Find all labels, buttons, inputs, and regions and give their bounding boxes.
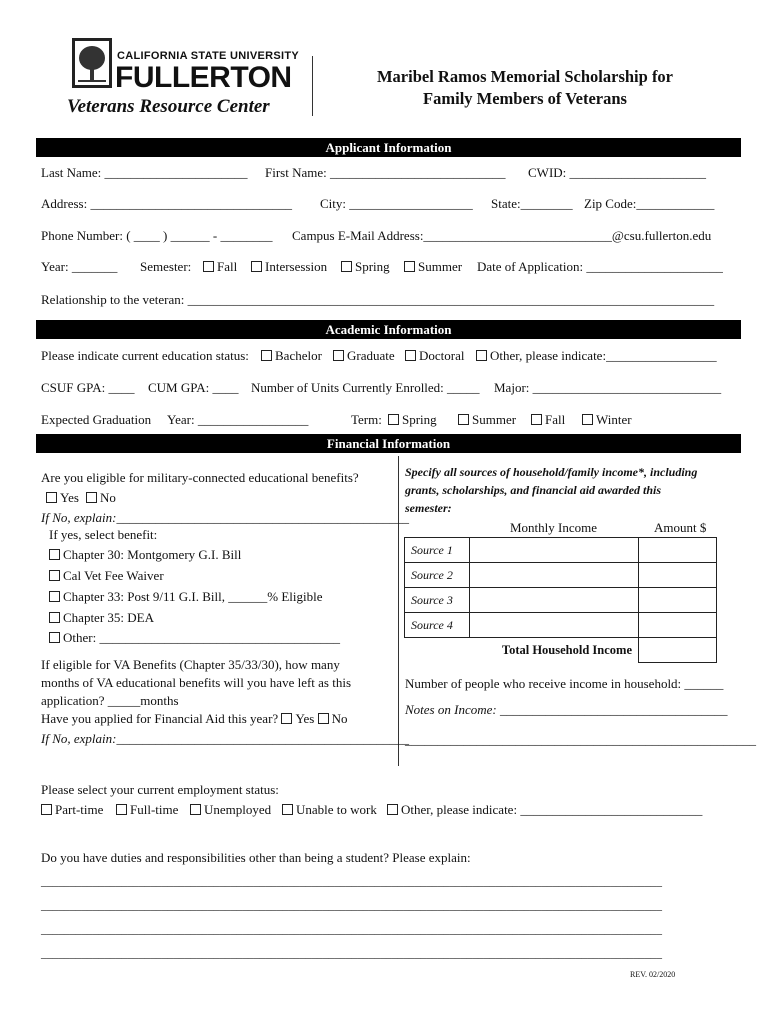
option-label: Summer — [418, 259, 463, 274]
checkbox-icon — [46, 492, 57, 503]
checkbox-icon — [49, 632, 60, 643]
checkbox-icon — [404, 261, 415, 272]
military-benefits-question: Are you eligible for military-connected educational benefits? — [41, 470, 359, 485]
option-label: Chapter 35: DEA — [63, 610, 154, 625]
expected-graduation-label: Expected Graduation — [41, 412, 152, 427]
military-yes-checkbox[interactable] — [46, 490, 79, 506]
checkbox-icon — [282, 804, 293, 815]
applicant-section-header: Applicant Information — [36, 138, 741, 157]
form-title-line1: Maribel Ramos Memorial Scholarship for — [376, 67, 674, 86]
income-instructions-line2: grants, scholarships, and financial aid awarded this — [405, 483, 662, 497]
duties-line[interactable]: ____________________________________________________________________________________________________________ — [41, 900, 662, 912]
status-doctoral-checkbox[interactable] — [405, 348, 464, 364]
va-months-field[interactable]: application? _____months — [41, 693, 179, 708]
option-label: No — [100, 490, 116, 505]
table-row — [405, 538, 717, 563]
notes-on-income-line2[interactable]: ______________________________________________________ — [405, 732, 756, 747]
duties-question: Do you have duties and responsibilities other than being a student? Please explain: — [41, 850, 471, 865]
checkbox-icon — [333, 350, 344, 361]
graduation-year-field[interactable]: Year: _________________ — [167, 412, 309, 427]
checkbox-icon — [49, 612, 60, 623]
relationship-field[interactable]: Relationship to the veteran: _________________________________________________________________________________ — [41, 292, 715, 307]
zip-field[interactable]: Zip Code:____________ — [584, 196, 715, 211]
table-row — [405, 588, 717, 613]
option-label: Other: _____________________________________ — [63, 630, 340, 645]
monthly-income-header: Monthly Income — [510, 520, 598, 535]
income-instructions-line1: Specify all sources of household/family income*, including — [405, 465, 698, 479]
military-no-explain-field[interactable]: If No, explain:_____________________________________________ — [41, 510, 409, 525]
option-label: Cal Vet Fee Waiver — [63, 568, 164, 583]
benefit-chapter35-checkbox[interactable] — [49, 610, 154, 626]
option-label: Intersession — [265, 259, 328, 274]
campus-name: FULLERTON — [115, 61, 292, 94]
if-yes-label: If yes, select benefit: — [49, 527, 158, 542]
option-label: Spring — [355, 259, 390, 274]
option-label: Other, please indicate: ____________________________ — [401, 802, 703, 817]
semester-fall-checkbox[interactable] — [203, 259, 237, 275]
employment-parttime-checkbox[interactable] — [41, 802, 103, 818]
option-label: Unable to work — [296, 802, 377, 817]
employment-unemployed-checkbox[interactable] — [190, 802, 271, 818]
checkbox-icon — [341, 261, 352, 272]
checkbox-icon — [251, 261, 262, 272]
checkbox-icon — [405, 350, 416, 361]
total-amount-cell[interactable] — [639, 638, 717, 663]
checkbox-icon — [203, 261, 214, 272]
checkbox-icon — [261, 350, 272, 361]
checkbox-icon — [582, 414, 593, 425]
option-label: Fall — [217, 259, 238, 274]
semester-intersession-checkbox[interactable] — [251, 259, 327, 275]
income-instructions — [405, 463, 697, 517]
status-bachelor-checkbox[interactable] — [261, 348, 322, 364]
cum-gpa-field[interactable]: CUM GPA: ____ — [148, 380, 239, 395]
financial-column-divider — [398, 456, 399, 766]
option-label: Chapter 30: Montgomery G.I. Bill — [63, 547, 242, 562]
option-label: Chapter 33: Post 9/11 G.I. Bill, ______% Eligible — [63, 589, 323, 604]
va-question-line2: months of VA educational benefits will you have left as this — [41, 675, 352, 690]
checkbox-icon — [387, 804, 398, 815]
employment-question: Please select your current employment status: — [41, 782, 279, 797]
va-question-line1: If eligible for VA Benefits (Chapter 35/33/30), how many — [41, 657, 340, 672]
year-field[interactable]: Year: _______ — [41, 259, 118, 274]
financial-aid-question-text: Have you applied for Financial Aid this year? — [41, 711, 279, 726]
option-label: Doctoral — [419, 348, 465, 363]
monthly-income-cell[interactable] — [470, 563, 639, 588]
amount-cell[interactable] — [639, 588, 717, 613]
table-row — [405, 563, 717, 588]
semester-summer-checkbox[interactable] — [404, 259, 462, 275]
source-label: Source 1 — [405, 538, 470, 563]
education-status-label: Please indicate current education status: — [41, 348, 249, 363]
income-table — [404, 537, 717, 663]
form-title-line2: Family Members of Veterans — [423, 89, 627, 108]
option-label: Bachelor — [275, 348, 322, 363]
checkbox-icon — [458, 414, 469, 425]
term-winter-checkbox[interactable] — [582, 412, 632, 428]
financial-aid-question — [41, 711, 348, 727]
checkbox-icon — [49, 591, 60, 602]
semester-spring-checkbox[interactable] — [341, 259, 390, 275]
source-label: Source 2 — [405, 563, 470, 588]
num-people-income-field[interactable]: Number of people who receive income in household: ______ — [405, 676, 724, 691]
employment-fulltime-checkbox[interactable] — [116, 802, 178, 818]
financial-aid-no-explain-field[interactable]: If No, explain:_____________________________________________ — [41, 731, 409, 746]
duties-line[interactable]: ____________________________________________________________________________________________________________ — [41, 924, 662, 936]
employment-unable-checkbox[interactable] — [282, 802, 377, 818]
monthly-income-cell[interactable] — [470, 538, 639, 563]
form-title — [330, 66, 720, 110]
benefit-other-checkbox[interactable] — [49, 630, 340, 646]
term-summer-checkbox[interactable] — [458, 412, 516, 428]
monthly-income-cell[interactable] — [470, 613, 639, 638]
option-label: Spring — [402, 412, 437, 427]
checkbox-icon — [116, 804, 127, 815]
option-label: Other, please indicate:_________________ — [490, 348, 717, 363]
option-label: Fall — [545, 412, 566, 427]
state-field[interactable]: State:________ — [491, 196, 573, 211]
duties-line[interactable]: ____________________________________________________________________________________________________________ — [41, 948, 662, 960]
email-field[interactable]: Campus E-Mail Address:_____________________________@csu.fullerton.edu — [292, 228, 712, 243]
option-label: Summer — [472, 412, 517, 427]
first-name-field[interactable]: First Name: ___________________________ — [265, 165, 506, 180]
revision-date: REV. 02/2020 — [630, 970, 676, 979]
option-label: No — [331, 711, 348, 726]
benefit-chapter30-checkbox[interactable] — [49, 547, 241, 563]
amount-cell[interactable] — [639, 538, 717, 563]
cwid-field[interactable]: CWID: _____________________ — [528, 165, 707, 180]
table-row — [405, 613, 717, 638]
phone-field[interactable]: Phone Number: ( ____ ) ______ - ________ — [41, 228, 273, 243]
option-label: Graduate — [347, 348, 395, 363]
date-of-application-field[interactable]: Date of Application: _____________________ — [477, 259, 723, 274]
table-row — [405, 638, 717, 663]
semester-label: Semester: — [140, 259, 192, 274]
major-field[interactable]: Major: _____________________________ — [494, 380, 722, 395]
amount-cell[interactable] — [639, 563, 717, 588]
last-name-field[interactable]: Last Name: ______________________ — [41, 165, 248, 180]
source-label: Source 4 — [405, 613, 470, 638]
income-instructions-line3: semester: — [405, 501, 452, 515]
checkbox-icon — [86, 492, 97, 503]
status-graduate-checkbox[interactable] — [333, 348, 395, 364]
checkbox-icon — [49, 549, 60, 560]
monthly-income-cell[interactable] — [470, 588, 639, 613]
fa-no-checkbox[interactable] — [318, 713, 329, 724]
checkbox-icon — [388, 414, 399, 425]
csuf-gpa-field[interactable]: CSUF GPA: ____ — [41, 380, 135, 395]
checkbox-icon — [190, 804, 201, 815]
csuf-tree-logo-icon — [72, 38, 112, 88]
status-other-checkbox[interactable] — [476, 348, 717, 364]
header-divider — [312, 56, 313, 116]
checkbox-icon — [49, 570, 60, 581]
option-label: Yes — [295, 711, 315, 726]
units-enrolled-field[interactable]: Number of Units Currently Enrolled: _____ — [251, 380, 480, 395]
employment-other-checkbox[interactable] — [387, 802, 702, 818]
checkbox-icon — [531, 414, 542, 425]
amount-cell[interactable] — [639, 613, 717, 638]
address-field[interactable]: Address: _______________________________ — [41, 196, 292, 211]
checkbox-icon — [41, 804, 52, 815]
academic-section-header: Academic Information — [36, 320, 741, 339]
option-label: Part-time — [55, 802, 104, 817]
checkbox-icon — [476, 350, 487, 361]
term-fall-checkbox[interactable] — [531, 412, 565, 428]
option-label: Yes — [60, 490, 79, 505]
source-label: Source 3 — [405, 588, 470, 613]
amount-header: Amount $ — [654, 520, 707, 535]
duties-line[interactable]: ____________________________________________________________________________________________________________ — [41, 876, 662, 888]
term-spring-checkbox[interactable] — [388, 412, 437, 428]
option-label: Unemployed — [204, 802, 272, 817]
financial-section-header: Financial Information — [36, 434, 741, 453]
benefit-chapter33-checkbox[interactable] — [49, 589, 323, 605]
notes-on-income-field[interactable]: Notes on Income: ___________________________________ — [405, 702, 728, 717]
university-line: CALIFORNIA STATE UNIVERSITY — [117, 50, 300, 62]
option-label: Full-time — [130, 802, 179, 817]
term-label: Term: — [351, 412, 382, 427]
military-no-checkbox[interactable] — [86, 490, 116, 506]
fa-yes-checkbox[interactable] — [281, 713, 292, 724]
option-label: Winter — [596, 412, 632, 427]
benefit-calvet-checkbox[interactable] — [49, 568, 164, 584]
total-household-income-label: Total Household Income — [405, 638, 639, 663]
city-field[interactable]: City: ___________________ — [320, 196, 473, 211]
center-name: Veterans Resource Center — [67, 96, 270, 117]
